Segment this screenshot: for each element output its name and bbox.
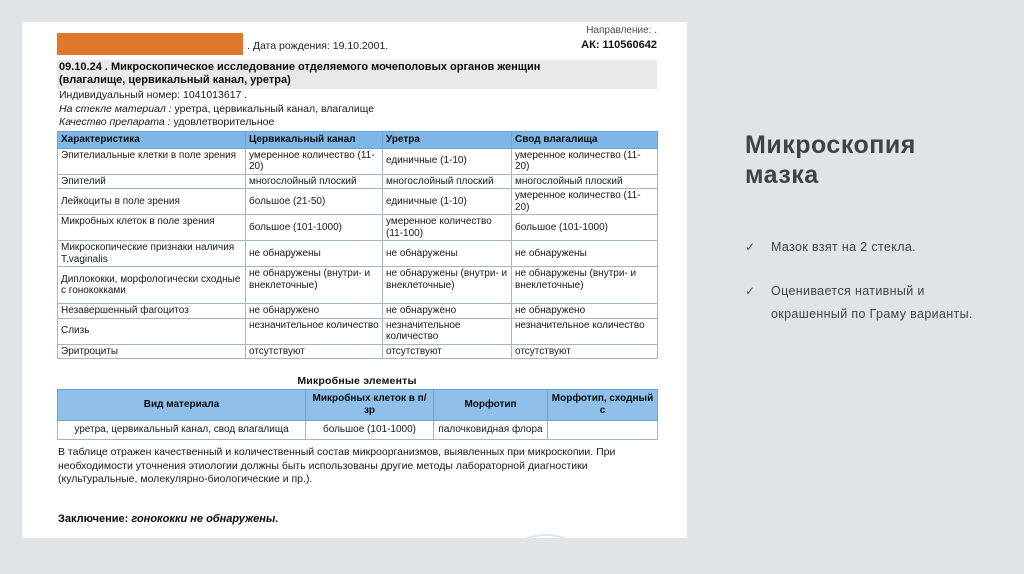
list-item (745, 280, 1000, 326)
cell-characteristic: Незавершенный фагоцитоз (58, 304, 246, 319)
column-header-morphotype-similar: Морфотип, сходный с (548, 390, 658, 421)
table-row (58, 215, 658, 241)
cell-vaginal: не обнаружены (внутри- и внеклеточные) (512, 267, 658, 304)
cell-vaginal: умеренное количество (11-20) (512, 148, 658, 174)
ak-number: АК: 110560642 (581, 39, 657, 51)
table-row (58, 189, 658, 215)
cell-cervical: большое (21-50) (246, 189, 383, 215)
glass-material (57, 103, 657, 117)
cell-characteristic: Диплококки, морфологически сходные с гонококками (58, 267, 246, 304)
column-header-characteristic: Характеристика (58, 131, 246, 148)
redaction-box (57, 33, 243, 55)
table-row (58, 421, 658, 440)
table-row (58, 241, 658, 267)
cell-vaginal: не обнаружено (512, 304, 658, 319)
cell-urethra: не обнаружены (внутри- и внеклеточные) (383, 267, 512, 304)
cell-vaginal: большое (101-1000) (512, 215, 658, 241)
cell-characteristic: Микробных клеток в поле зрения (58, 215, 246, 241)
column-header-material-type: Вид материала (58, 390, 306, 421)
list-item (745, 236, 1000, 259)
cell-morphotype-similar (548, 421, 658, 440)
document-card (22, 22, 687, 538)
cell-vaginal: умеренное количество (11-20) (512, 189, 658, 215)
document-title-line1: 09.10.24 . Микроскопическое исследование отделяемого мочеполовых органов женщин (59, 61, 541, 73)
cell-vaginal: незначительное количество (512, 318, 658, 344)
glass-material-value: уретра, цервикальный канал, влагалище (171, 102, 375, 115)
preparation-quality (57, 116, 657, 130)
microscopy-results-table (57, 131, 658, 360)
table-row (58, 344, 658, 359)
cell-urethra: не обнаружено (383, 304, 512, 319)
cell-vaginal: многослойный плоский (512, 174, 658, 189)
conclusion (57, 513, 657, 525)
cell-cervical: отсутствуют (246, 344, 383, 359)
page-title-line1: Микроскопия (745, 131, 916, 159)
conclusion-value: гонококки не обнаружены. (128, 512, 279, 525)
document-title (57, 60, 657, 89)
individual-number: Индивидуальный номер: 1041013617 . (59, 89, 248, 101)
cell-cervical: не обнаружено (246, 304, 383, 319)
check-icon: ✓ (745, 284, 756, 298)
list-item-label: Мазок взят на 2 стекла. (771, 240, 916, 254)
cell-urethra: многослойный плоский (383, 174, 512, 189)
stamp-watermark-icon (492, 534, 600, 538)
microbial-table-title: Микробные элементы (297, 375, 417, 387)
table-row (58, 148, 658, 174)
table-note: В таблице отражен качественный и количественный состав микроорганизмов, выявленных при микроскопии. При необходимости уточнения этиологии должны быть использованы другие методы лабораторной диагностики (культуральные, молекулярно-биологические и пр.). (58, 446, 616, 485)
table-row (58, 304, 658, 319)
cell-characteristic: Эритроциты (58, 344, 246, 359)
cell-vaginal: не обнаружены (512, 241, 658, 267)
date-of-birth: . Дата рождения: 19.10.2001. (247, 40, 389, 52)
cell-urethra: единичные (1-10) (383, 189, 512, 215)
cell-characteristic: Микроскопические признаки наличия T.vaginalis (58, 241, 246, 267)
microbial-elements-table (57, 389, 658, 440)
page-title-line2: мазка (745, 161, 819, 189)
column-header-urethra: Уретра (383, 131, 512, 148)
table-row (58, 174, 658, 189)
table-header-row (58, 390, 658, 421)
column-header-microbial-cells: Микробных клеток в п/зр (306, 390, 434, 421)
conclusion-label: Заключение: (58, 512, 129, 525)
table-header-row (58, 131, 658, 148)
page-title (745, 130, 1000, 190)
cell-urethra: не обнаружены (383, 241, 512, 267)
cell-material: уретра, цервикальный канал, свод влагалища (58, 421, 306, 440)
referral-label: Направление: . (586, 25, 657, 36)
preparation-quality-label: Качество препарата : (59, 116, 171, 128)
check-icon: ✓ (745, 240, 756, 254)
column-header-cervical-canal: Цервикальный канал (246, 131, 383, 148)
glass-material-label: На стекле материал : (59, 102, 172, 115)
cell-characteristic: Эпителий (58, 174, 246, 189)
bullet-list (745, 236, 1000, 326)
document-content (57, 25, 657, 525)
cell-cervical: не обнаружены (246, 241, 383, 267)
cell-urethra: умеренное количество (11-100) (383, 215, 512, 241)
column-header-morphotype: Морфотип (434, 390, 548, 421)
cell-microbial-cells: большое (101-1000) (306, 421, 434, 440)
column-header-vaginal-fornix: Свод влагалища (512, 131, 658, 148)
cell-cervical: большое (101-1000) (246, 215, 383, 241)
cell-cervical: незначительное количество (246, 318, 383, 344)
preparation-quality-value: удовлетворительное (170, 116, 275, 128)
list-item-label: Оцениваетcя нативный и окрашенный по Граму варианты. (771, 284, 973, 321)
cell-cervical: не обнаружены (внутри- и внеклеточные) (246, 267, 383, 304)
cell-characteristic: Лейкоциты в поле зрения (58, 189, 246, 215)
cell-urethra: единичные (1-10) (383, 148, 512, 174)
cell-characteristic: Слизь (58, 318, 246, 344)
cell-cervical: умеренное количество (11-20) (246, 148, 383, 174)
table-row (58, 267, 658, 304)
document-title-line2: (влагалище, цервикальный канал, уретра) (59, 74, 291, 86)
cell-cervical: многослойный плоский (246, 174, 383, 189)
document-header-row (57, 25, 657, 59)
cell-morphotype: палочковидная флора (434, 421, 548, 440)
cell-vaginal: отсутствуют (512, 344, 658, 359)
cell-urethra: незначительное количество (383, 318, 512, 344)
right-panel (745, 130, 1000, 347)
table-row (58, 318, 658, 344)
cell-urethra: отсутствуют (383, 344, 512, 359)
cell-characteristic: Эпителиальные клетки в поле зрения (58, 148, 246, 174)
